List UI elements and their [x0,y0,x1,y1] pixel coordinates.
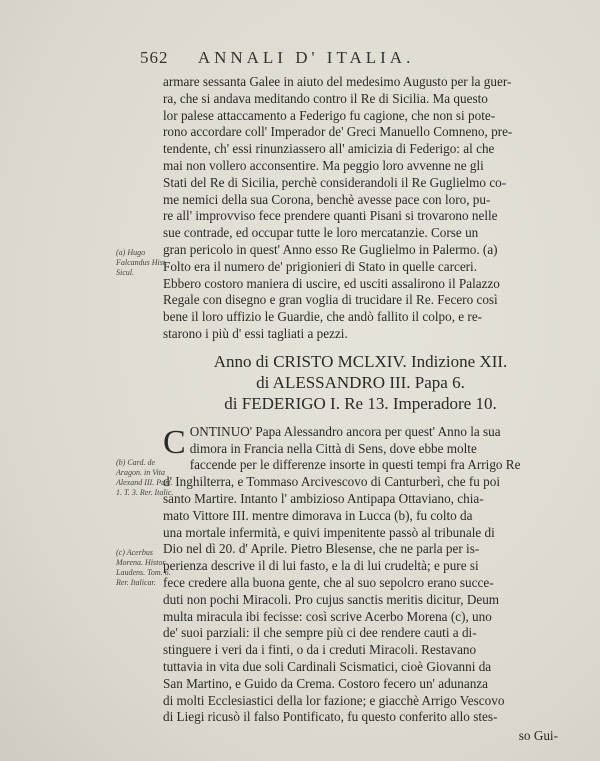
text-line: mai non vollero acconsentire. Ma peggio loro avvenne ne gli [163,157,484,173]
text-line: santo Martire. Intanto l' ambizioso Antipapa Ottaviano, chia- [163,490,484,506]
text-line: tuttavia in vita due soli Cardinali Scismatici, cioè Giovanni da [163,658,492,674]
text-line: una mortale infermità, e quivi impenitente passò al tribunale di [163,524,495,540]
text-line: de' suoi parziali: il che sempre più ci dee rendere cauti a di- [163,625,477,641]
heading-line: di FEDERIGO I. Re 13. Imperadore 10. [224,393,497,413]
text-line: lor palese attaccamento a Federigo fu cagione, che non si pote- [163,107,496,123]
text-line: di Liegi ricusò il falso Pontificato, fu questo conferito allo stes- [163,709,498,725]
drop-cap: C [163,423,186,461]
text-line: ra, che si andava meditando contro il Re di Sicilia. Ma questo [163,90,488,106]
text-line: re all' improvviso fece prendere quanti Pisani si trovarono nelle [163,208,498,224]
text-line: Ebbero costoro maniera di uscire, ed usciti assalirono il Palazzo [163,275,500,291]
text-line: d' Inghilterra, e Tommaso Arcivescovo di Canturberì, che fu poi [163,474,501,490]
page-number: 562 [140,48,169,67]
text-line: me nemici della sua Corona, benchè avesse pace con loro, pu- [163,191,491,207]
paragraph-1 [163,74,558,343]
text-line: Regale con disegno e gran voglia di trucidare il Re. Fecero così [163,292,498,308]
margin-note-c: (c) Acerbus Morena. Histor Laudens. Tom. 6. Rer. Italicar. [116,548,171,587]
text-line: faccende per le differenze insorte in questi tempi fra Arrigo Re [189,457,521,473]
year-heading [163,351,558,414]
margin-note-b: (b) Card. de Aragon. in Vita Alexand III. Part. 1. T. 3. Rer. Italic. [116,458,174,497]
text-line: rono accordare coll' Imperador de' Greci Manuello Comneno, pre- [163,124,513,140]
text-line: duti non pochi Miracoli. Pro cujus sanctis meritis dicitur, Deum [163,591,500,607]
page-header [140,48,414,68]
text-line: starono i più d' essi tagliati a pezzi. [163,325,348,341]
text-line: mato Vittore III. mentre dimorava in Lucca (b), fu colto da [163,507,473,523]
text-line: fece credere alla buona gente, che al suo sepolcro erano succe- [163,574,494,590]
text-line: bene il loro uffizio le Guardie, che andò fallito il colpo, e re- [163,309,483,325]
text-line: Dio nel dì 20. d' Aprile. Pietro Blesense, che ne parla per is- [163,541,480,557]
heading-line: Anno di CRISTO MCLXIV. Indizione XII. [213,351,508,371]
page-body [163,74,558,745]
margin-note-a: (a) Hugo Falcandus Hist. Sicul. [116,248,168,277]
text-line: sue contrade, ed occupar tutte le loro mercatanzie. Corse un [163,225,479,241]
catchword: so Gui- [518,728,558,744]
heading-line: di ALESSANDRO III. Papa 6. [256,372,465,392]
text-line: ONTINUO' Papa Alessandro ancora per quest' Anno la sua [189,423,501,439]
text-line: dimora in Francia nella Città di Sens, dove ebbe molte [189,440,477,456]
text-line: San Martino, e Guido da Crema. Costoro fecero un' adunanza [163,675,489,691]
text-line: Stati del Re di Sicilia, perchè considerandoli il Re Guglielmo co- [163,174,507,190]
text-line: stinguere i veri da i finti, o da i creduti Miracoli. Restavano [163,642,477,658]
text-line: di molti Ecclesiastici della lor fazione; e giacchè Arrigo Vescovo [163,692,505,708]
text-line: multa miracula ibi fecisse: così scrive Acerbo Morena (c), uno [163,608,492,624]
text-line: perienza descrive il di lui fasto, e la di lui crudeltà; e pure si [163,558,479,574]
text-line: armare sessanta Galee in aiuto del medesimo Augusto per la guer- [163,74,512,89]
running-title: ANNALI D' ITALIA. [197,48,415,67]
text-line: gran pericolo in quest' Anno esso Re Guglielmo in Palermo. (a) [163,241,498,257]
paragraph-2 [163,424,558,726]
text-line: tendente, ch' essi rinunziassero all' amicizia di Federigo: al che [163,141,495,157]
text-line: Folto era il numero de' prigionieri di Stato in quelle carceri. [163,258,478,274]
